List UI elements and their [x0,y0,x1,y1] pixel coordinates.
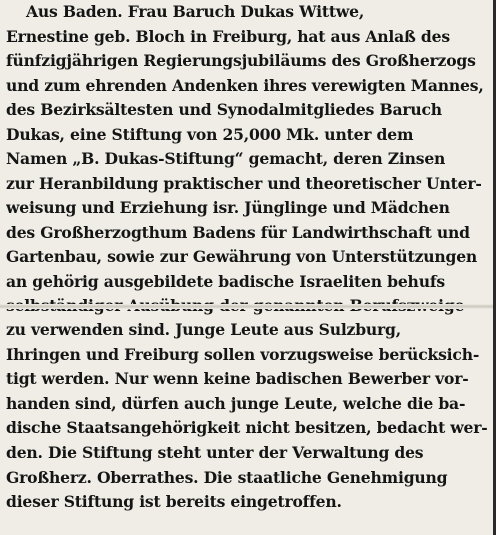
text-line: Aus Baden. Frau Baruch Dukas Wittwe, [26,2,365,21]
text-line: weisung und Erziehung isr. Jünglinge und Mädchen [6,198,450,217]
column-break [0,304,496,309]
text-line: Ernestine geb. Bloch in Freiburg, hat aus Anlaß des [6,26,450,46]
text-line: und zum ehrenden Andenken ihres verewigten Mannes, [6,75,484,95]
article-part-1 [6,0,490,319]
text-line: zur Heranbildung praktischer und theoretischer Unter- [6,173,482,193]
text-line: den. Die Stiftung steht unter der Verwaltung des [6,442,424,462]
text-line: fünfzigjährigen Regierungsjubiläums des Großherzogs [6,51,476,70]
text-line: tigt werden. Nur wenn keine badischen Bewerber vor- [6,369,469,389]
text-line: dieser Stiftung ist bereits eingetroffen. [6,492,342,512]
text-line: Dukas, eine Stiftung von 25,000 Mk. unter dem [6,124,414,144]
text-line: zu verwenden sind. Junge Leute aus Sulzburg, [6,320,401,339]
text-line: des Großherzogthum Badens für Landwirthschaft und [6,222,470,242]
text-line: an gehörig ausgebildete badische Israeliten behufs [6,271,445,291]
article-part-2 [6,318,490,515]
text-line: Gartenbau, sowie zur Gewährung von Unterstützungen [6,247,478,266]
text-line: dische Staatsangehörigkeit nicht besitzen, bedacht wer- [6,418,488,438]
text-line: Namen „B. Dukas-Stiftung“ gemacht, deren Zinsen [6,149,446,168]
text-line: Großherz. Oberrathes. Die staatliche Genehmigung [6,467,448,487]
text-line: des Bezirksältesten und Synodalmitgliedes Baruch [6,100,442,119]
text-line: Ihringen und Freiburg sollen vorzugsweise berücksich- [6,344,480,364]
text-line: handen sind, dürfen auch junge Leute, welche die ba- [6,393,466,413]
